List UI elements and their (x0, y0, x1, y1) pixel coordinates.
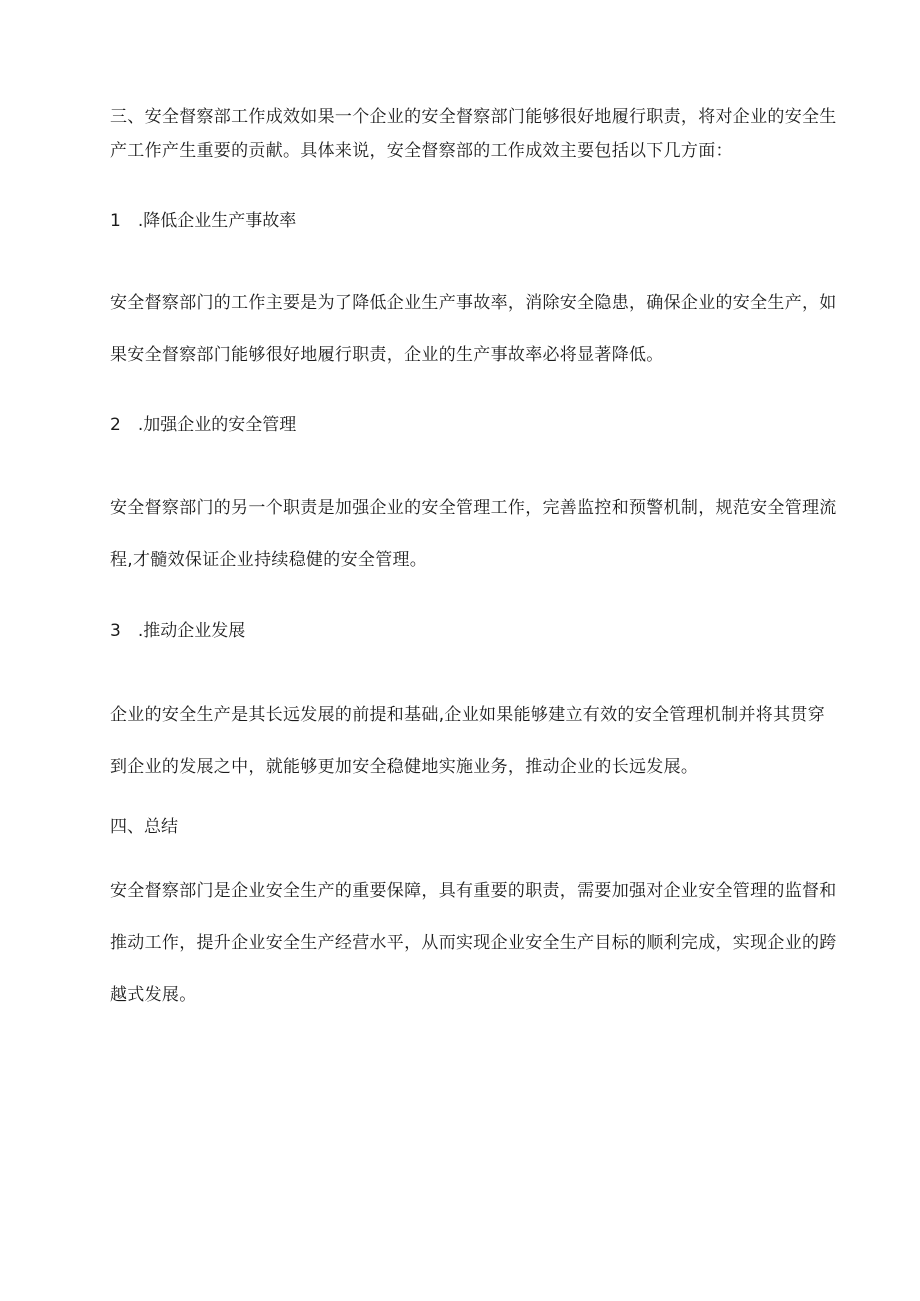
intro-paragraph (110, 100, 837, 168)
section-1-paragraph (110, 277, 837, 381)
summary-line-1: 安全督察部门是企业安全生产的重要保障，具有重要的职责，需要加强对企业安全管理的监督和 (110, 881, 837, 901)
summary-line-3: 越式发展。 (110, 985, 197, 1005)
summary-heading: 四、总结 (110, 817, 178, 837)
intro-line-2: 产工作产生重要的贡献。具体来说，安全督察部的工作成效主要包括以下几方面： (110, 141, 733, 161)
section-1-line-1: 安全督察部门的工作主要是为了降低企业生产事故率，消除安全隐患，确保企业的安全生产，如 (110, 293, 837, 313)
section-1-heading: 1 .降低企业生产事故率 (110, 211, 297, 231)
section-3-paragraph (110, 689, 826, 793)
summary-line-2: 推动工作，提升企业安全生产经营水平，从而实现企业安全生产目标的顺利完成，实现企业的跨 (110, 933, 837, 953)
section-2-paragraph (110, 482, 837, 586)
section-2-line-2: 程,才髓效保证企业持续稳健的安全管理。 (110, 550, 428, 570)
section-3-line-1: 企业的安全生产是其长远发展的前提和基础,企业如果能够建立有效的安全管理机制并将其贯穿 (110, 705, 826, 725)
section-3-heading: 3 .推动企业发展 (110, 621, 246, 641)
section-1-line-2: 果安全督察部门能够很好地履行职责，企业的生产事故率必将显著降低。 (110, 345, 664, 365)
section-2-heading: 2 .加强企业的安全管理 (110, 415, 297, 435)
intro-line-1: 三、安全督察部工作成效如果一个企业的安全督察部门能够很好地履行职责，将对企业的安全生 (110, 107, 837, 127)
section-3-line-2: 到企业的发展之中，就能够更加安全稳健地实施业务，推动企业的长远发展。 (110, 757, 699, 777)
section-2-line-1: 安全督察部门的另一个职责是加强企业的安全管理工作，完善监控和预警机制，规范安全管理流 (110, 498, 837, 518)
summary-paragraph (110, 865, 837, 1021)
